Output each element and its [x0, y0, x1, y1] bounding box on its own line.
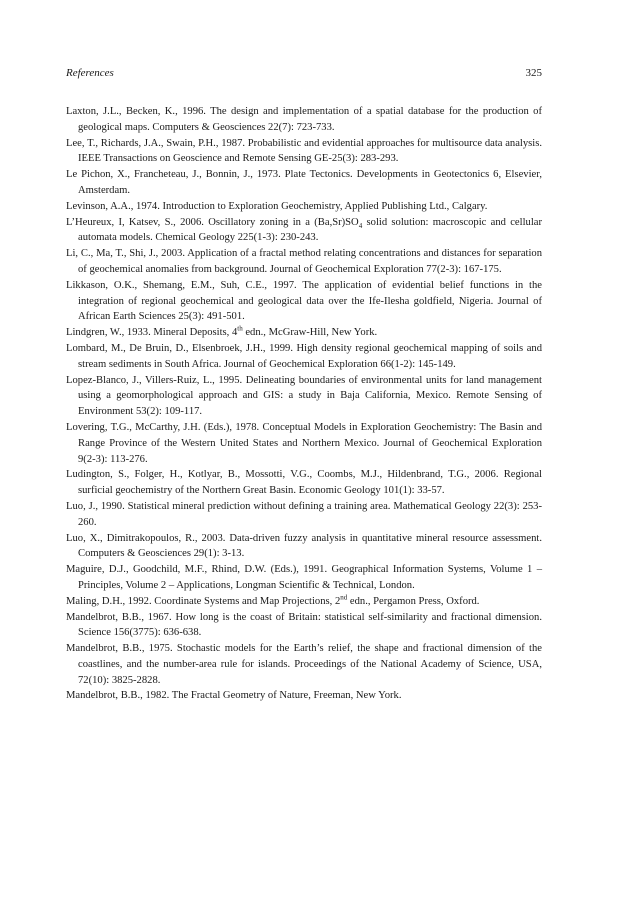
reference-entry: Mandelbrot, B.B., 1967. How long is the coast of Britain: statistical self-similarity and fractional dimension. Science 156(3775): 636-638. — [66, 611, 542, 639]
reference-entry: Le Pichon, X., Francheteau, J., Bonnin, J., 1973. Plate Tectonics. Developments in Geotectonics 6, Elsevier, Amsterdam. — [66, 169, 542, 196]
reference-entry: Lopez-Blanco, J., Villers-Ruiz, L., 1995. Delineating boundaries of environmental units for land management using a geomorphological approach and GIS: a study in Baja California, Mexico. Remote Sensing of Environment 53(2): 109-117. — [66, 374, 542, 418]
reference-text: edn., Pergamon Press, Oxford. — [347, 595, 480, 607]
reference-list — [66, 104, 542, 704]
reference-entry: Li, C., Ma, T., Shi, J., 2003. Application of a fractal method relating concentrations and distances for separation of geochemical anomalies from background. Journal of Geochemical Exploration 77(2-3): 167-175. — [66, 248, 542, 275]
superscript: th — [237, 324, 243, 333]
reference-entry: Luo, J., 1990. Statistical mineral prediction without defining a training area. Mathematical Geology 22(3): 253-260. — [66, 500, 542, 528]
reference-text: Lindgren, W., 1933. Mineral Deposits, 4 — [66, 327, 238, 339]
subscript: 4 — [358, 221, 363, 230]
section-title: References — [66, 67, 114, 79]
reference-entry: Ludington, S., Folger, H., Kotlyar, B., Mossotti, V.G., Coombs, M.J., Hildenbrand, T.G., 2006. Regional surficial geochemistry of the Northern Great Basin. Economic Geology 101(1): 33-57. — [66, 469, 542, 497]
superscript: nd — [340, 593, 348, 602]
reference-entry — [66, 215, 542, 247]
reference-entry: Maguire, D.J., Goodchild, M.F., Rhind, D.W. (Eds.), 1991. Geographical Information Systems, Volume 1 – Principles, Volume 2 – Applications, Longman Scientific & Technical, London. — [66, 564, 542, 591]
reference-text: edn., McGraw-Hill, New York. — [242, 327, 378, 339]
reference-entry: Levinson, A.A., 1974. Introduction to Exploration Geochemistry, Applied Publishing Ltd., Calgary. — [66, 200, 488, 212]
reference-entry — [66, 594, 542, 610]
reference-entry: Mandelbrot, B.B., 1982. The Fractal Geometry of Nature, Freeman, New York. — [66, 690, 402, 702]
reference-entry: Lombard, M., De Bruin, D., Elsenbroek, J.H., 1999. High density regional geochemical mapping of soils and stream sediments in South Africa. Journal of Geochemical Exploration 66(1-2): 145-149. — [66, 342, 542, 370]
book-page — [66, 66, 542, 704]
page-number: 325 — [525, 67, 542, 79]
reference-entry: Mandelbrot, B.B., 1975. Stochastic models for the Earth’s relief, the shape and fractional dimension of the coastlines, and the number-area rule for islands. Proceedings of the National Academy of Science, USA, 72(10): 3825-2828. — [66, 643, 542, 686]
reference-entry — [66, 325, 542, 341]
reference-entry: Laxton, J.L., Becken, K., 1996. The design and implementation of a spatial database for the production of geological maps. Computers & Geosciences 22(7): 723-733. — [66, 106, 542, 133]
running-head — [66, 66, 542, 80]
reference-entry: Lee, T., Richards, J.A., Swain, P.H., 1987. Probabilistic and evidential approaches for multisource data analysis. IEEE Transactions on Geoscience and Remote Sensing GE-25(3): 283-293. — [66, 137, 542, 165]
reference-entry: Luo, X., Dimitrakopoulos, R., 2003. Data-driven fuzzy analysis in quantitative mineral resource assessment. Computers & Geosciences 29(1): 3-13. — [66, 532, 542, 560]
reference-entry: Lovering, T.G., McCarthy, J.H. (Eds.), 1978. Conceptual Models in Exploration Geochemistry: The Basin and Range Province of the Western United States and Northern Mexico. Journal of Geochemical Exploration 9(2-3): 113-276. — [66, 421, 542, 465]
reference-text: Maling, D.H., 1992. Coordinate Systems and Map Projections, 2 — [66, 595, 341, 607]
reference-text: solid solution: macroscopic and cellular automata models. Chemical Geology 225(1-3): 230-243. — [78, 216, 542, 244]
reference-text: L’Heureux, I, Katsev, S., 2006. Oscillatory zoning in a (Ba,Sr)SO — [66, 216, 359, 228]
reference-entry: Likkason, O.K., Shemang, E.M., Suh, C.E., 1997. The application of evidential belief functions in the integration of regional geochemical and geological data over the Ife-Ilesha goldfield, Nigeria. Journal of African Earth Sciences 25(3): 491-501. — [66, 279, 542, 323]
